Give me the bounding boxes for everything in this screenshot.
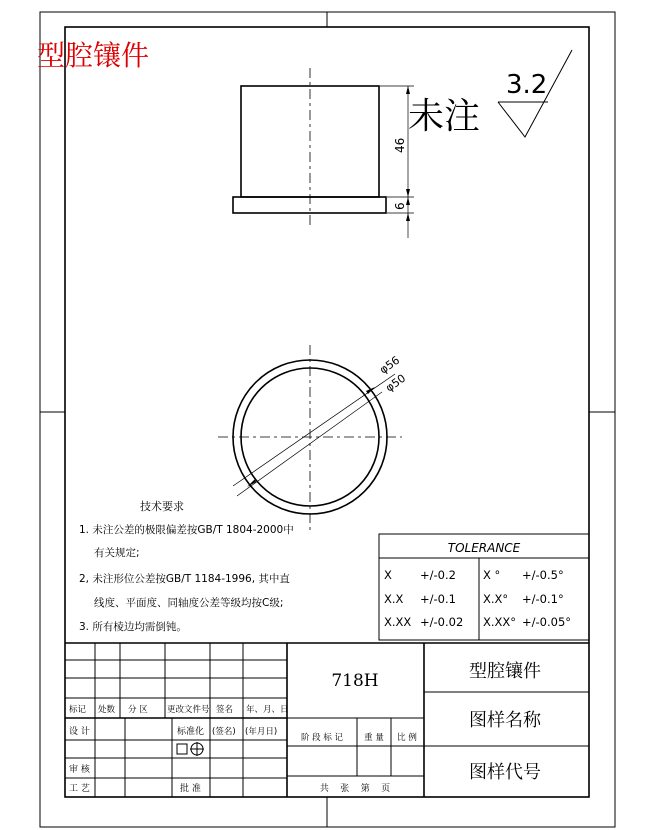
outer-border [40, 12, 615, 827]
dim-flange-6: 6 [393, 202, 407, 210]
surface-note: 未注 [408, 96, 481, 137]
rev-header-zone: 分 区 [128, 705, 148, 715]
projection-symbol [177, 742, 204, 756]
tol-r1-a: X [384, 568, 392, 582]
tech-item-1: 1. 未注公差的极限偏差按GB/T 1804-2000中 [79, 524, 294, 536]
dim-height-46: 46 [393, 137, 407, 153]
tol-r2-c: X.X° [483, 592, 509, 606]
label-approve: 批 准 [180, 784, 201, 794]
tol-r1-d: +/-0.5° [522, 568, 564, 582]
top-view [218, 345, 402, 530]
tol-r3-b: +/-0.02 [420, 615, 464, 629]
label-process: 工 艺 [69, 784, 90, 794]
tech-item-2-cont: 线度、平面度、同轴度公差等级均按C级; [94, 597, 284, 609]
label-standard: 标准化 [177, 727, 205, 737]
stage-header-weight: 重 量 [364, 733, 384, 743]
side-view [233, 68, 386, 225]
tech-item-3: 3. 所有棱边均需倒钝。 [79, 621, 187, 633]
centering-marks [40, 12, 615, 827]
tol-r1-b: +/-0.2 [420, 568, 456, 582]
roughness-value: 3.2 [506, 70, 548, 100]
stage-header-scale: 比 例 [397, 733, 417, 743]
tol-r1-c: X ° [483, 568, 501, 582]
rev-header-date: 年、月、日 [246, 705, 289, 715]
label-date: (年月日) [245, 727, 278, 737]
label-sign: (签名) [212, 727, 236, 737]
dim-dia-56: φ56 [377, 353, 403, 377]
label-review: 审 核 [69, 765, 90, 775]
tech-item-1-cont: 有关规定; [94, 547, 140, 559]
label-design: 设 计 [69, 727, 90, 737]
tol-r3-d: +/-0.05° [522, 615, 572, 629]
stage-header-stage: 阶 段 标 记 [300, 733, 344, 743]
rev-header-sign: 签名 [216, 705, 234, 715]
rev-header-docno: 更改文件号 [167, 705, 210, 715]
tol-r2-a: X.X [384, 592, 404, 606]
tol-r2-d: +/-0.1° [522, 592, 564, 606]
tol-r3-c: X.XX° [483, 615, 517, 629]
tol-r2-b: +/-0.1 [420, 592, 456, 606]
rev-header-mark: 标记 [69, 705, 87, 715]
tol-r3-a: X.XX [384, 615, 412, 629]
material: 718H [331, 671, 379, 691]
part-title-red: 型腔镶件 [37, 39, 150, 72]
dim-dia-50: φ50 [383, 371, 409, 395]
sheet-count: 共 张 第 页 [319, 784, 391, 794]
drawing-name: 图样名称 [469, 710, 541, 731]
tolerance-title: TOLERANCE [447, 541, 521, 555]
rev-header-count: 处数 [98, 705, 116, 715]
tech-item-2: 2, 未注形位公差按GB/T 1184-1996, 其中直 [79, 573, 290, 585]
tech-heading: 技术要求 [140, 500, 184, 513]
part-name: 型腔镶件 [469, 661, 541, 682]
drawing-code: 图样代号 [469, 762, 541, 783]
